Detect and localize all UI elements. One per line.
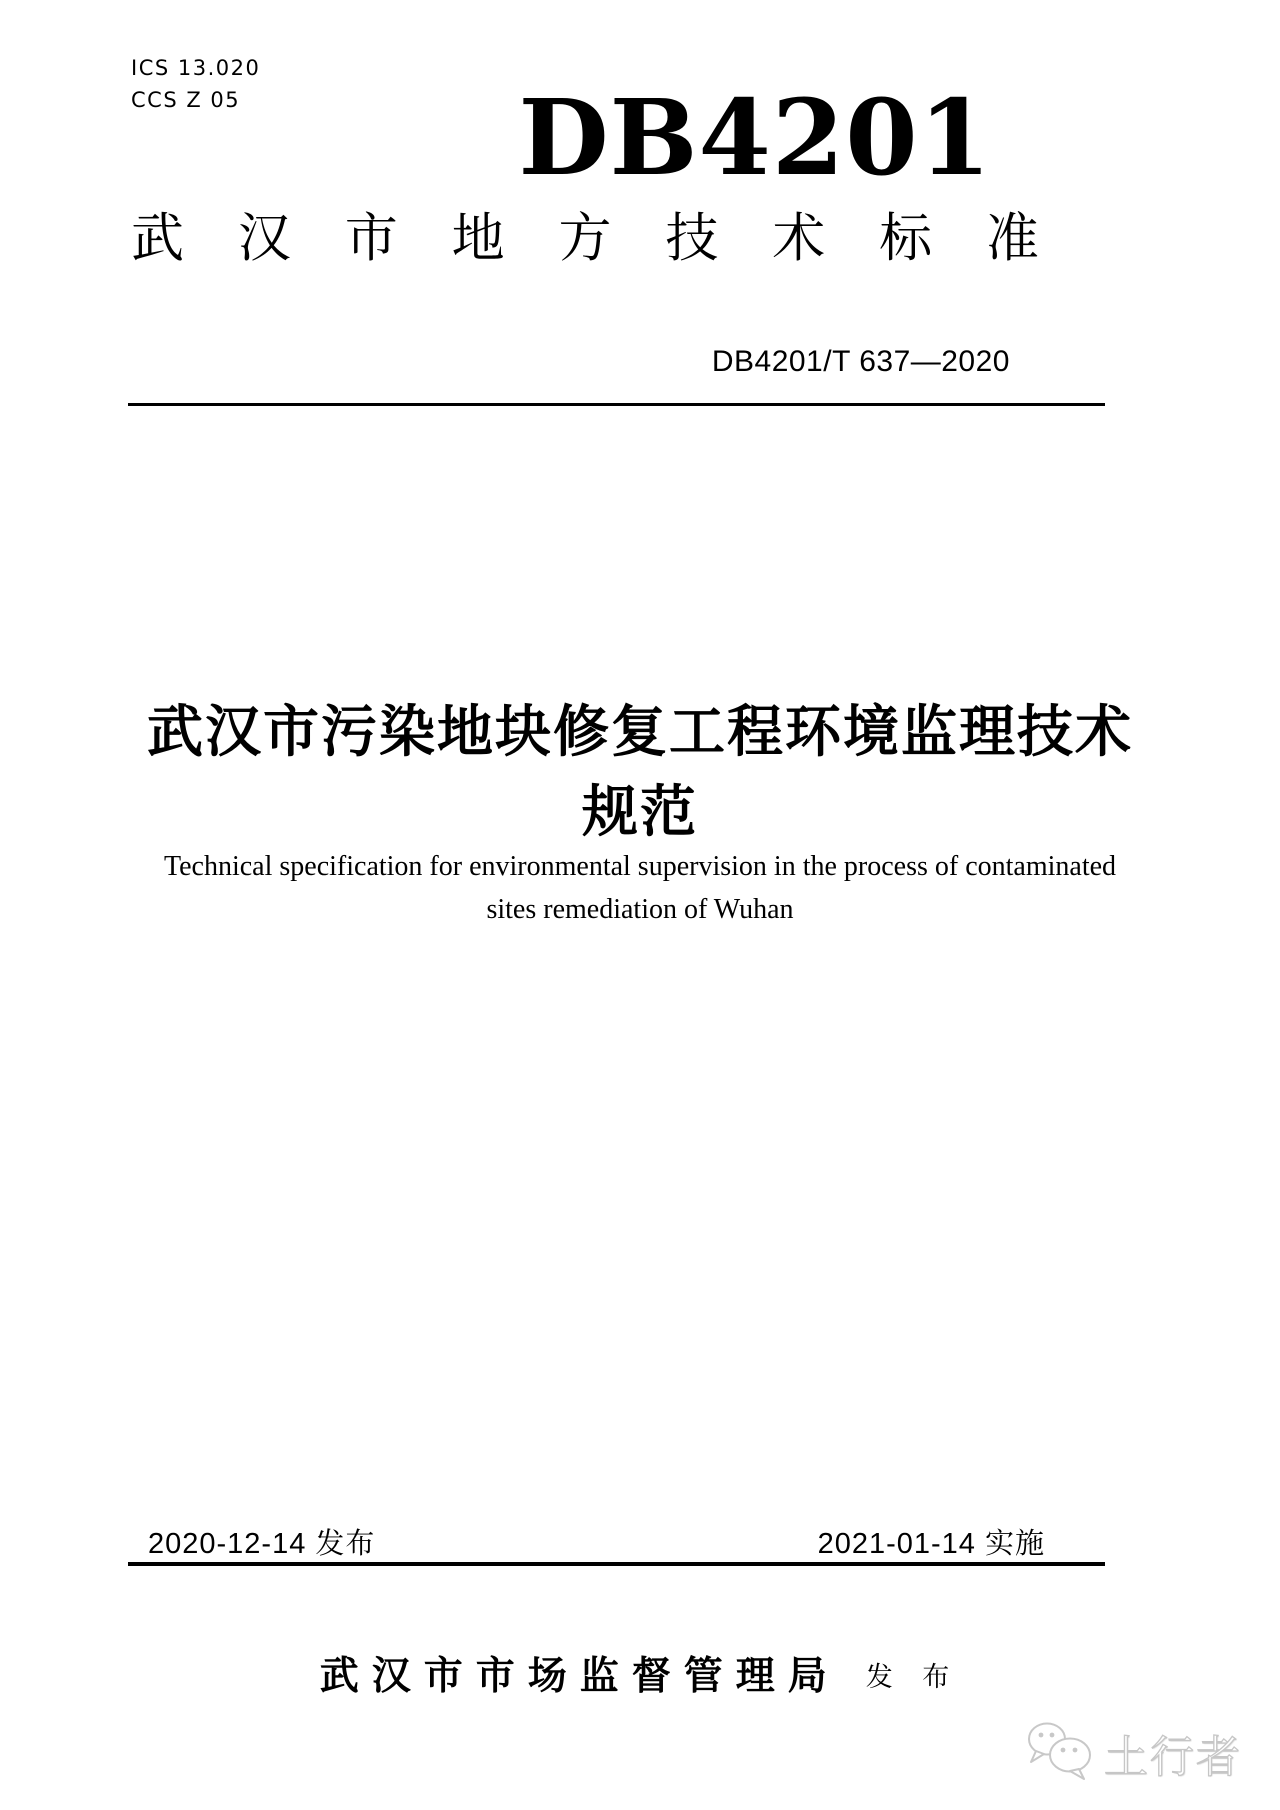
standard-type-char: 市: [344, 209, 398, 268]
implement-date-value: 2021-01-14: [817, 1528, 976, 1560]
ics-code: ICS 13.020: [131, 56, 261, 80]
watermark-text: 土行者: [1104, 1732, 1242, 1782]
standard-number: DB4201/T 637—2020: [711, 345, 1010, 378]
standard-type-char: 技: [665, 209, 719, 268]
wechat-icon: [1022, 1718, 1096, 1787]
standard-type-char: 标: [879, 209, 933, 268]
standard-type-heading: [131, 209, 1039, 268]
footer-divider-line: [128, 1562, 1105, 1566]
document-title-line2: 规范: [582, 780, 698, 843]
document-title-english-line1: Technical specification for environmental supervision in the process of contaminated: [163, 851, 1117, 882]
publisher-name: 武汉市市场监督管理局: [319, 1655, 840, 1698]
document-title: [90, 692, 1190, 852]
db-code: DB4201: [518, 76, 992, 199]
document-title-english-line2: sites remediation of Wuhan: [486, 894, 794, 925]
standard-type-char: 地: [451, 209, 505, 268]
dates-row: [148, 1521, 1045, 1562]
document-title-english: [60, 845, 1220, 931]
standard-type-char: 方: [558, 209, 612, 268]
standard-type-char: 汉: [237, 209, 291, 268]
document-title-line1: 武汉市污染地块修复工程环境监理技术: [147, 700, 1133, 763]
standard-type-char: 术: [772, 209, 826, 268]
issue-date: [148, 1521, 375, 1562]
publish-action-label: 发 布: [865, 1662, 961, 1692]
issue-date-value: 2020-12-14: [148, 1528, 307, 1560]
watermark: [1022, 1718, 1242, 1787]
header-divider-line: [128, 403, 1105, 406]
standard-type-char: 武: [131, 209, 184, 268]
implement-date-label: 实施: [984, 1528, 1045, 1560]
issue-date-label: 发布: [315, 1528, 376, 1560]
implement-date: [818, 1521, 1045, 1562]
publisher-row: [0, 1645, 1280, 1701]
ccs-code: CCS Z 05: [131, 88, 241, 112]
standard-type-char: 准: [986, 209, 1039, 268]
classification-codes: [131, 52, 260, 116]
